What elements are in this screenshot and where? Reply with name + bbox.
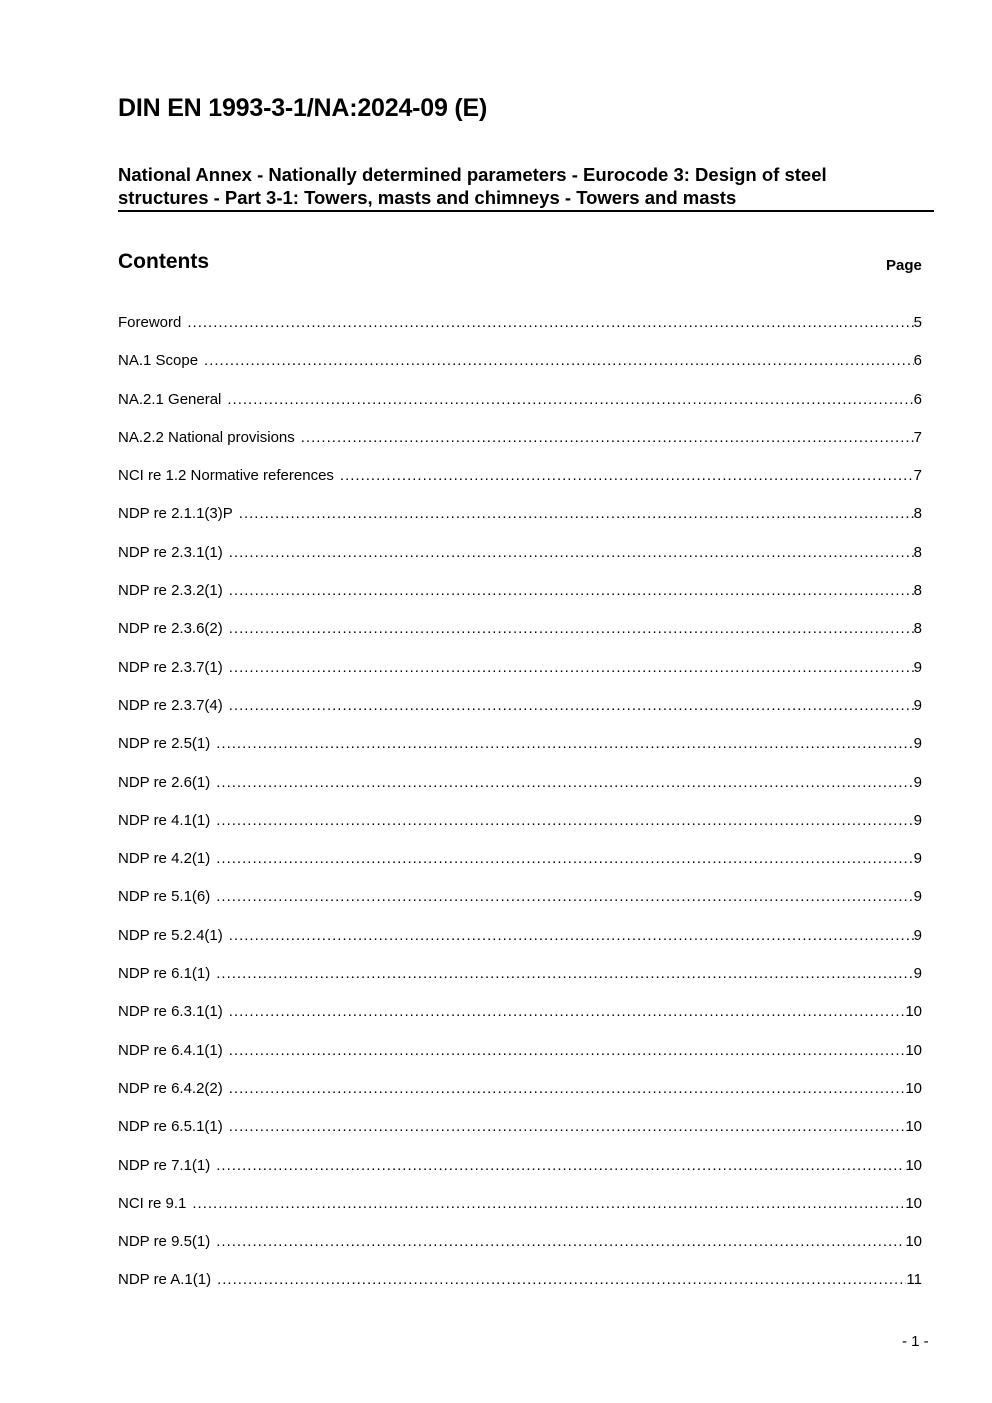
- toc-entry-page: 10: [905, 1041, 922, 1059]
- toc-entry[interactable]: [118, 850, 922, 888]
- toc-entry-label: NDP re 2.3.7(4): [118, 696, 223, 714]
- toc-leader-dots: [229, 927, 914, 944]
- toc-entry-label: NCI re 9.1: [118, 1194, 187, 1212]
- toc-leader-dots: [229, 1118, 906, 1135]
- toc-entry[interactable]: [118, 659, 922, 697]
- toc-entry-page: 7: [913, 467, 922, 485]
- toc-entry-page: 10: [905, 1079, 922, 1097]
- toc-entry-page: 8: [913, 505, 922, 523]
- toc-leader-dots: [229, 697, 914, 714]
- toc-entry[interactable]: [118, 774, 922, 812]
- toc-leader-dots: [216, 850, 913, 867]
- toc-leader-dots: [229, 1042, 906, 1059]
- toc-entry-label: NDP re 9.5(1): [118, 1233, 211, 1251]
- toc-leader-dots: [301, 429, 914, 446]
- toc-entry-page: 9: [913, 888, 922, 906]
- toc-entry-label: NDP re 5.2.4(1): [118, 926, 223, 944]
- toc-entry-label: NDP re 2.1.1(3)P: [118, 505, 233, 523]
- toc-entry-page: 9: [913, 696, 922, 714]
- toc-entry[interactable]: [118, 1233, 922, 1271]
- toc-entry-label: NDP re 7.1(1): [118, 1156, 211, 1174]
- toc-entry-page: 11: [906, 1271, 922, 1289]
- toc-entry[interactable]: [118, 1042, 922, 1080]
- toc-leader-dots: [239, 505, 914, 522]
- page-number: - 1 -: [902, 1333, 929, 1350]
- toc-entry-label: NDP re 4.1(1): [118, 811, 211, 829]
- toc-entry[interactable]: [118, 965, 922, 1003]
- toc-leader-dots: [216, 888, 913, 905]
- toc-entry-page: 6: [913, 390, 922, 408]
- toc-leader-dots: [227, 391, 913, 408]
- toc-entry-page: 8: [913, 620, 922, 638]
- subtitle-line-1: National Annex - Nationally determined parameters - Eurocode 3: Design of steel: [118, 164, 827, 185]
- toc-entry[interactable]: [118, 888, 922, 926]
- toc-entry[interactable]: [118, 544, 922, 582]
- toc-entry[interactable]: [118, 391, 922, 429]
- toc-entry[interactable]: [118, 927, 922, 965]
- toc-entry-label: NDP re A.1(1): [118, 1271, 212, 1289]
- toc-entry-label: NDP re 5.1(6): [118, 888, 211, 906]
- toc-entry-label: NDP re 6.4.2(2): [118, 1079, 223, 1097]
- toc-entry[interactable]: [118, 735, 922, 773]
- subtitle-line-2: structures - Part 3-1: Towers, masts and chimneys - Towers and masts: [118, 187, 737, 208]
- toc-leader-dots: [229, 1003, 906, 1020]
- toc-entry[interactable]: [118, 1195, 922, 1233]
- document-title: DIN EN 1993-3-1/NA:2024-09 (E): [118, 94, 488, 122]
- toc-entry-label: NDP re 2.3.6(2): [118, 620, 223, 638]
- toc-entry-label: NDP re 4.2(1): [118, 850, 211, 868]
- document-subtitle: [118, 163, 934, 212]
- toc-entry-page: 9: [913, 926, 922, 944]
- toc-entry-label: NCI re 1.2 Normative references: [118, 467, 334, 485]
- toc-entry-label: NDP re 2.3.7(1): [118, 658, 223, 676]
- toc-leader-dots: [216, 774, 913, 791]
- toc-entry[interactable]: [118, 505, 922, 543]
- toc-entry-label: NA.2.2 National provisions: [118, 428, 295, 446]
- toc-entry-label: NDP re 6.3.1(1): [118, 1003, 223, 1021]
- toc-entry[interactable]: [118, 620, 922, 658]
- toc-entry[interactable]: [118, 429, 922, 467]
- toc-entry-label: NDP re 2.6(1): [118, 773, 211, 791]
- toc-entry-page: 8: [913, 543, 922, 561]
- toc-entry[interactable]: [118, 1271, 922, 1309]
- toc-entry-page: 10: [905, 1156, 922, 1174]
- toc-entry-page: 5: [913, 314, 922, 331]
- toc-leader-dots: [216, 812, 913, 829]
- contents-heading: Contents: [118, 250, 209, 273]
- toc-entry-page: 9: [913, 811, 922, 829]
- toc-entry-label: NA.2.1 General: [118, 390, 222, 408]
- toc-leader-dots: [229, 620, 914, 637]
- toc-leader-dots: [187, 314, 913, 331]
- toc-leader-dots: [229, 1080, 906, 1097]
- toc-entry[interactable]: [118, 1080, 922, 1118]
- toc-entry-page: 6: [913, 352, 922, 370]
- toc-entry[interactable]: [118, 314, 922, 352]
- toc-leader-dots: [192, 1195, 905, 1212]
- toc-entry-label: NDP re 6.1(1): [118, 965, 211, 983]
- toc-entry-page: 10: [905, 1194, 922, 1212]
- toc-leader-dots: [216, 1157, 905, 1174]
- toc-entry-page: 10: [905, 1118, 922, 1136]
- page-column-heading: Page: [886, 257, 922, 274]
- toc-entry-label: NDP re 2.3.2(1): [118, 582, 223, 600]
- toc-entry[interactable]: [118, 697, 922, 735]
- toc-entry-label: NDP re 2.5(1): [118, 735, 211, 753]
- toc-entry-page: 9: [913, 658, 922, 676]
- toc-leader-dots: [229, 582, 914, 599]
- toc-entry[interactable]: [118, 812, 922, 850]
- toc-entry-page: 7: [913, 428, 922, 446]
- toc-entry[interactable]: [118, 1157, 922, 1195]
- toc-entry-page: 9: [913, 773, 922, 791]
- toc-entry-label: Foreword: [118, 314, 182, 331]
- toc-leader-dots: [340, 467, 914, 484]
- toc-entry-label: NDP re 2.3.1(1): [118, 543, 223, 561]
- toc-leader-dots: [229, 544, 914, 561]
- toc-leader-dots: [229, 659, 914, 676]
- toc-leader-dots: [204, 352, 914, 369]
- toc-entry-page: 9: [913, 850, 922, 868]
- toc-entry-page: 10: [905, 1003, 922, 1021]
- toc-entry-label: NDP re 6.4.1(1): [118, 1041, 223, 1059]
- toc-leader-dots: [217, 1271, 906, 1288]
- toc-entry[interactable]: [118, 1003, 922, 1041]
- table-of-contents: [118, 314, 922, 1310]
- toc-entry-label: NA.1 Scope: [118, 352, 199, 370]
- toc-entry[interactable]: [118, 582, 922, 620]
- toc-leader-dots: [216, 1233, 905, 1250]
- toc-entry-label: NDP re 6.5.1(1): [118, 1118, 223, 1136]
- toc-entry-page: 9: [913, 965, 922, 983]
- toc-entry[interactable]: [118, 467, 922, 505]
- toc-entry-page: 8: [913, 582, 922, 600]
- toc-entry-page: 9: [913, 735, 922, 753]
- toc-entry-page: 10: [905, 1233, 922, 1251]
- toc-leader-dots: [216, 965, 913, 982]
- toc-entry[interactable]: [118, 352, 922, 390]
- toc-leader-dots: [216, 735, 913, 752]
- toc-entry[interactable]: [118, 1118, 922, 1156]
